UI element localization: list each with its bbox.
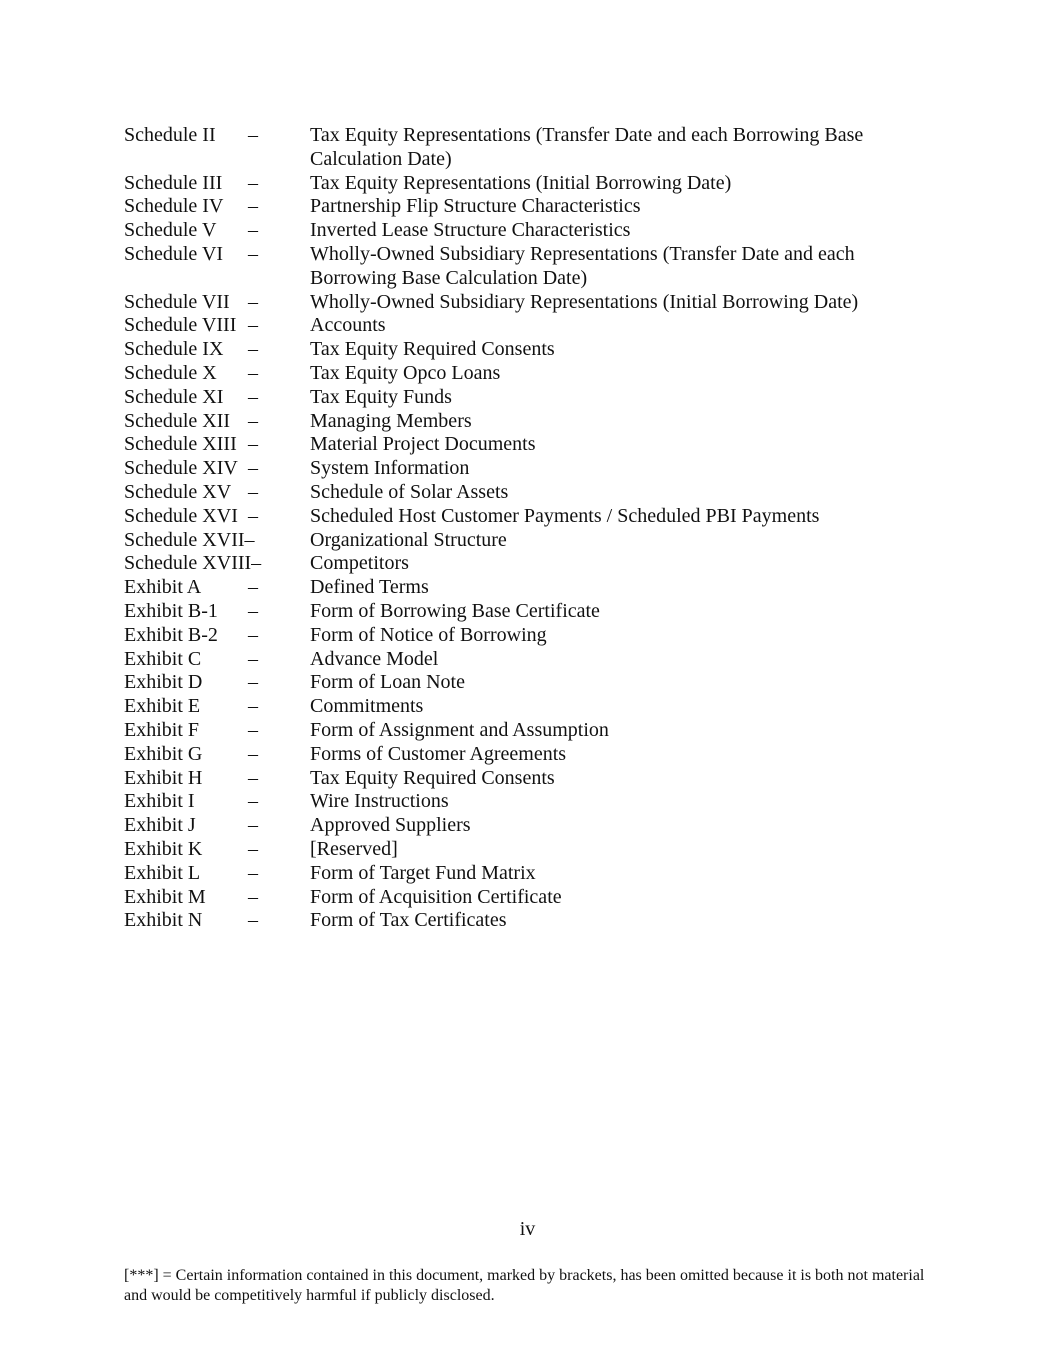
list-item xyxy=(124,767,924,791)
entry-label: Exhibit J xyxy=(124,814,196,837)
list-item xyxy=(124,576,924,600)
entry-title: Form of Target Fund Matrix xyxy=(310,861,536,884)
entry-label: Schedule IX xyxy=(124,338,224,361)
schedule-exhibit-list xyxy=(124,124,924,933)
entry-title: Schedule of Solar Assets xyxy=(310,480,509,503)
entry-dash: – xyxy=(248,576,258,599)
entry-title: Form of Acquisition Certificate xyxy=(310,885,562,908)
list-item xyxy=(124,219,924,243)
entry-title: Defined Terms xyxy=(310,576,429,599)
entry-label: Schedule XVII– xyxy=(124,528,255,551)
entry-title: Partnership Flip Structure Characteristics xyxy=(310,195,641,218)
list-item xyxy=(124,505,924,529)
entry-label: Exhibit B-1 xyxy=(124,599,218,622)
entry-label: Schedule VI xyxy=(124,242,224,265)
list-item xyxy=(124,695,924,719)
entry-label: Schedule XIII xyxy=(124,433,237,456)
entry-title: Tax Equity Required Consents xyxy=(310,338,555,361)
entry-dash: – xyxy=(248,314,258,337)
page-number: iv xyxy=(519,1218,536,1240)
list-item xyxy=(124,671,924,695)
list-item xyxy=(124,314,924,338)
entry-title: Accounts xyxy=(310,314,386,337)
list-item xyxy=(124,386,924,410)
list-item xyxy=(124,529,924,553)
list-item xyxy=(124,195,924,219)
list-item xyxy=(124,743,924,767)
list-item xyxy=(124,172,924,196)
list-item xyxy=(124,410,924,434)
entry-title: Form of Notice of Borrowing xyxy=(310,623,547,646)
entry-dash: – xyxy=(248,171,258,194)
list-item xyxy=(124,433,924,457)
entry-dash: – xyxy=(248,433,258,456)
entry-label: Schedule XVI xyxy=(124,504,238,527)
entry-title: Form of Assignment and Assumption xyxy=(310,718,609,741)
entry-label: Schedule XI xyxy=(124,385,224,408)
entry-label: Exhibit G xyxy=(124,742,203,765)
list-item xyxy=(124,600,924,624)
list-item xyxy=(124,862,924,886)
entry-title: Organizational Structure xyxy=(310,528,507,551)
entry-dash: – xyxy=(248,409,258,432)
entry-dash: – xyxy=(248,909,258,932)
list-item xyxy=(124,291,924,315)
entry-label: Exhibit E xyxy=(124,695,201,718)
entry-dash: – xyxy=(248,623,258,646)
entry-label: Schedule XV xyxy=(124,480,232,503)
entry-label: Schedule IV xyxy=(124,195,224,218)
list-item xyxy=(124,338,924,362)
entry-title: [Reserved] xyxy=(310,837,398,860)
entry-dash: – xyxy=(248,338,258,361)
entry-dash: – xyxy=(248,219,258,242)
list-item xyxy=(124,243,924,291)
entry-dash: – xyxy=(248,766,258,789)
entry-dash: – xyxy=(248,718,258,741)
entry-label: Schedule XVIII– xyxy=(124,552,262,575)
entry-dash: – xyxy=(248,504,258,527)
entry-dash: – xyxy=(248,695,258,718)
list-item xyxy=(124,481,924,505)
list-item xyxy=(124,457,924,481)
entry-label: Schedule XII xyxy=(124,409,231,432)
entry-title: Wholly-Owned Subsidiary Representations (Initial Borrowing Date) xyxy=(310,290,859,313)
entry-title: Form of Borrowing Base Certificate xyxy=(310,599,600,622)
entry-title: Form of Tax Certificates xyxy=(310,909,507,932)
entry-title: Scheduled Host Customer Payments / Scheduled PBI Payments xyxy=(310,504,820,527)
list-item xyxy=(124,886,924,910)
list-item xyxy=(124,838,924,862)
entry-title: Competitors xyxy=(310,552,409,575)
entry-dash: – xyxy=(248,814,258,837)
entry-title: Tax Equity Opco Loans xyxy=(310,361,501,384)
entry-label: Exhibit I xyxy=(124,790,195,813)
list-item xyxy=(124,909,924,933)
entry-title: Form of Loan Note xyxy=(310,671,465,694)
list-item xyxy=(124,790,924,814)
entry-dash: – xyxy=(248,124,258,146)
entry-label: Schedule III xyxy=(124,171,223,194)
entry-title: Tax Equity Representations (Initial Borrowing Date) xyxy=(310,171,732,194)
entry-label: Schedule XIV xyxy=(124,457,238,480)
entry-dash: – xyxy=(248,361,258,384)
entry-label: Exhibit M xyxy=(124,885,206,908)
entry-title: Tax Equity Required Consents xyxy=(310,766,555,789)
entry-dash: – xyxy=(248,885,258,908)
entry-title: Inverted Lease Structure Characteristics xyxy=(310,219,631,242)
entry-label: Exhibit D xyxy=(124,671,203,694)
entry-label: Schedule II xyxy=(124,124,216,146)
entry-title: Wire Instructions xyxy=(310,790,449,813)
entry-dash: – xyxy=(248,599,258,622)
confidentiality-footnote: [***] = Certain information contained in this document, marked by brackets, has been omitted because it is both not material and would be competitively harmful if publicly disclosed. xyxy=(124,1267,925,1304)
entry-dash: – xyxy=(248,195,258,218)
entry-dash: – xyxy=(248,480,258,503)
entry-label: Exhibit B-2 xyxy=(124,623,218,646)
entry-title: Material Project Documents xyxy=(310,433,536,456)
entry-label: Schedule VII xyxy=(124,290,230,313)
list-item xyxy=(124,124,924,172)
entry-dash: – xyxy=(248,647,258,670)
entry-title: Commitments xyxy=(310,695,424,718)
entry-title: Forms of Customer Agreements xyxy=(310,742,567,765)
entry-label: Schedule V xyxy=(124,219,217,242)
entry-dash: – xyxy=(248,385,258,408)
entry-label: Schedule X xyxy=(124,361,217,384)
entry-dash: – xyxy=(248,861,258,884)
entry-dash: – xyxy=(248,742,258,765)
entry-title: Advance Model xyxy=(310,647,439,670)
list-item xyxy=(124,719,924,743)
entry-dash: – xyxy=(248,837,258,860)
entry-label: Exhibit H xyxy=(124,766,203,789)
entry-title: Tax Equity Representations (Transfer Date and each Borrowing Base Calculation Date) xyxy=(310,124,864,170)
entry-label: Exhibit C xyxy=(124,647,202,670)
list-item xyxy=(124,362,924,386)
entry-label: Exhibit A xyxy=(124,576,202,599)
entry-dash: – xyxy=(248,242,258,265)
list-item xyxy=(124,624,924,648)
entry-title: Wholly-Owned Subsidiary Representations (Transfer Date and each Borrowing Base Calculation Date) xyxy=(310,242,855,289)
entry-title: Approved Suppliers xyxy=(310,814,471,837)
entry-title: System Information xyxy=(310,457,470,480)
list-item xyxy=(124,552,924,576)
entry-label: Exhibit L xyxy=(124,861,201,884)
entry-label: Exhibit F xyxy=(124,718,200,741)
entry-title: Tax Equity Funds xyxy=(310,385,452,408)
entry-dash: – xyxy=(248,457,258,480)
entry-title: Managing Members xyxy=(310,409,472,432)
entry-dash: – xyxy=(248,790,258,813)
entry-label: Schedule VIII xyxy=(124,314,237,337)
entry-label: Exhibit N xyxy=(124,909,203,932)
list-item xyxy=(124,648,924,672)
entry-label: Exhibit K xyxy=(124,837,203,860)
entry-dash: – xyxy=(248,671,258,694)
entry-dash: – xyxy=(248,290,258,313)
list-item xyxy=(124,814,924,838)
